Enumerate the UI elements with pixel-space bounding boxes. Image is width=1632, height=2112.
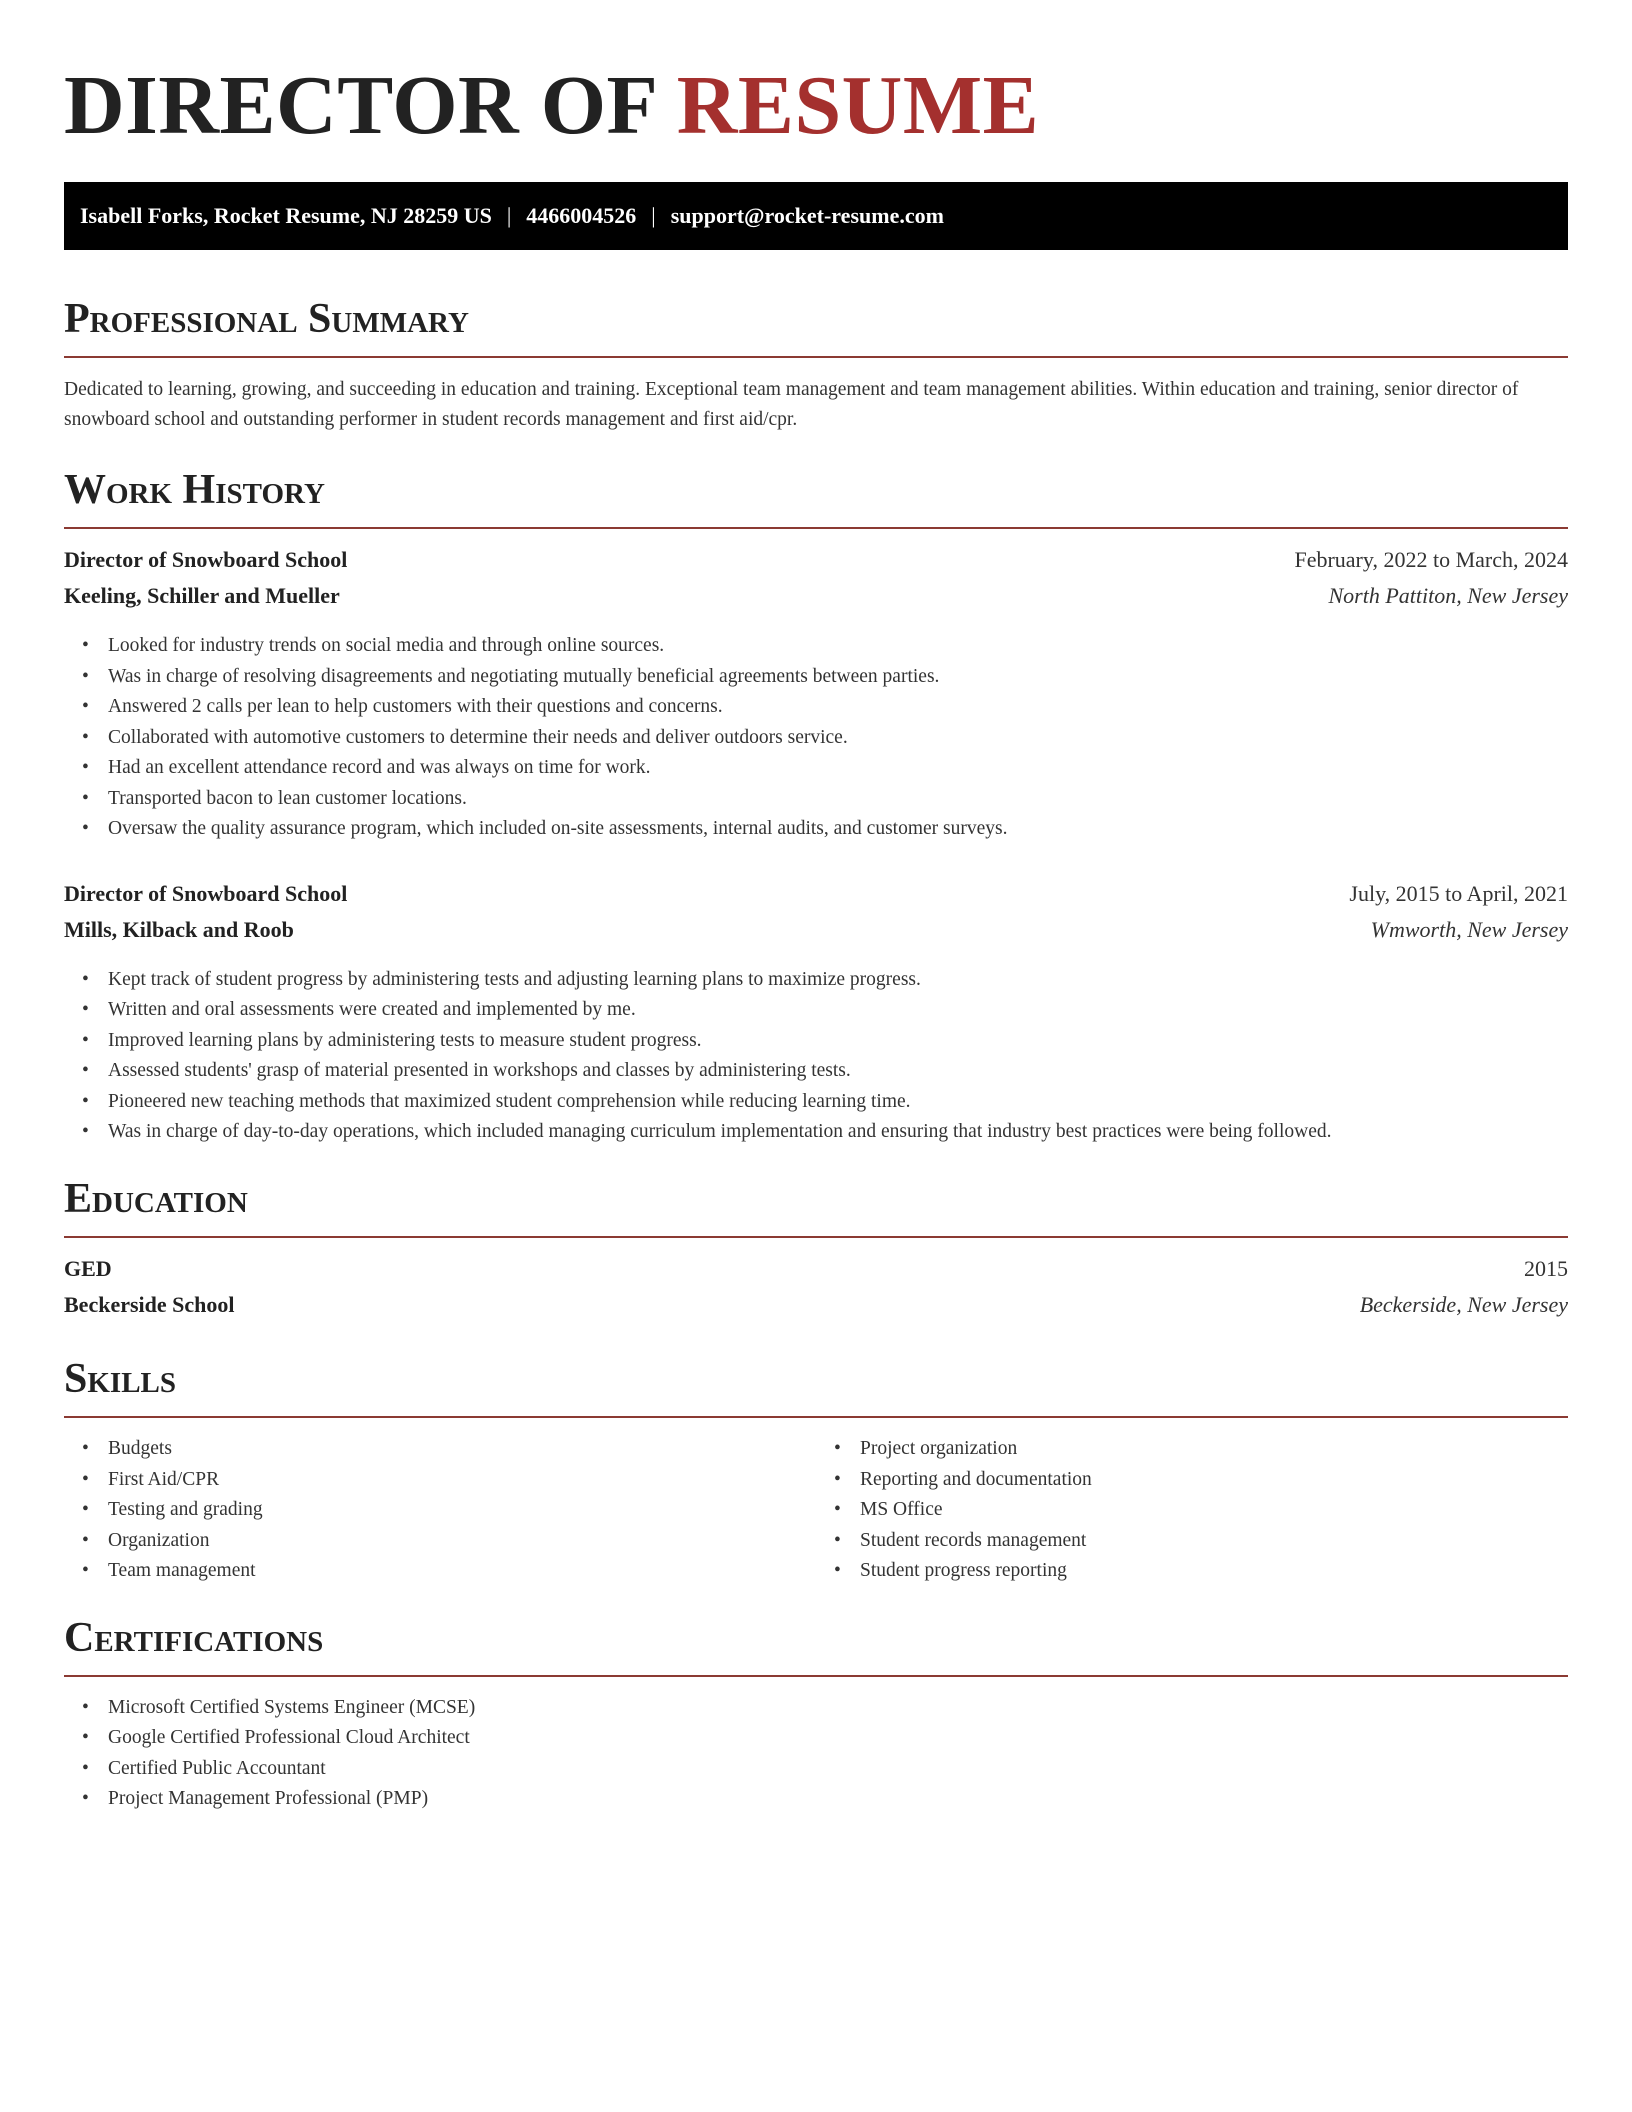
certification-item: • Project Management Professional (PMP) [108, 1784, 1568, 1815]
skill-item: • First Aid/CPR [108, 1465, 816, 1496]
job-bullet: • Looked for industry trends on social media and through online sources. [108, 631, 1568, 662]
job-bullets [64, 631, 1568, 845]
resume-title [64, 56, 1568, 157]
job-bullet: • Was in charge of day-to-day operations, which included managing curriculum implementation and ensuring that industry best practices were being followed. [108, 1117, 1568, 1148]
job-bullet: • Answered 2 calls per lean to help customers with their questions and concerns. [108, 692, 1568, 723]
title-main: DIRECTOR OF [64, 59, 656, 152]
job-bullet: • Oversaw the quality assurance program, which included on-site assessments, internal audits, and customer surveys. [108, 814, 1568, 845]
contact-phone: 4466004526 [526, 202, 637, 228]
skill-item: • Project organization [860, 1434, 1568, 1465]
certifications-heading: Certifications [64, 1615, 1568, 1677]
job-dates: February, 2022 to March, 2024 [1294, 547, 1568, 573]
education-heading: Education [64, 1176, 1568, 1238]
skill-item: • Student records management [860, 1526, 1568, 1557]
certifications-list [64, 1693, 1568, 1815]
skills-section [64, 1356, 1568, 1587]
job-company-row [64, 583, 1568, 619]
job-bullet: • Written and oral assessments were created and implemented by me. [108, 995, 1568, 1026]
job-header-row [64, 547, 1568, 583]
job-entry [64, 881, 1568, 1148]
certification-item: • Google Certified Professional Cloud Architect [108, 1723, 1568, 1754]
job-bullet: • Was in charge of resolving disagreements and negotiating mutually beneficial agreements between parties. [108, 662, 1568, 693]
skill-item: • Testing and grading [108, 1495, 816, 1526]
skills-list-left [64, 1434, 816, 1587]
certifications-section [64, 1615, 1568, 1815]
job-bullet: • Improved learning plans by administering tests to measure student progress. [108, 1026, 1568, 1057]
job-bullet: • Had an excellent attendance record and was always on time for work. [108, 753, 1568, 784]
job-bullet: • Assessed students' grasp of material presented in workshops and classes by administering tests. [108, 1056, 1568, 1087]
job-location: Wmworth, New Jersey [1370, 916, 1568, 942]
education-degree: GED [64, 1255, 112, 1281]
contact-email: support@rocket-resume.com [670, 202, 944, 228]
skills-grid [64, 1434, 1568, 1587]
job-title: Director of Snowboard School [64, 880, 348, 906]
summary-text: Dedicated to learning, growing, and succeeding in education and training. Exceptional team management and team management abilities. Within education and training, senior director of snowboard school and outstanding performer in student records management and first aid/cpr. [64, 378, 1519, 430]
job-company: Mills, Kilback and Roob [64, 916, 294, 942]
skill-item: • Student progress reporting [860, 1556, 1568, 1587]
job-bullet: • Pioneered new teaching methods that maximized student comprehension while reducing learning time. [108, 1087, 1568, 1118]
education-school-row [64, 1292, 1568, 1328]
job-company: Keeling, Schiller and Mueller [64, 583, 340, 609]
job-bullets [64, 965, 1568, 1148]
education-degree-row [64, 1256, 1568, 1292]
education-school: Beckerside School [64, 1291, 235, 1317]
job-title: Director of Snowboard School [64, 547, 348, 573]
skills-list-right [816, 1434, 1568, 1587]
job-entry [64, 547, 1568, 845]
skills-heading: Skills [64, 1356, 1568, 1418]
contact-bar [64, 182, 1568, 250]
contact-separator: | [506, 202, 512, 228]
work-history-heading: Work History [64, 467, 1568, 529]
certification-item: • Certified Public Accountant [108, 1754, 1568, 1785]
title-accent: RESUME [676, 59, 1040, 152]
skill-item: • Team management [108, 1556, 816, 1587]
job-location: North Pattiton, New Jersey [1328, 583, 1568, 609]
skill-item: • MS Office [860, 1495, 1568, 1526]
work-history-section [64, 467, 1568, 1148]
job-bullet: • Kept track of student progress by administering tests and adjusting learning plans to maximize progress. [108, 965, 1568, 996]
job-bullet: • Collaborated with automotive customers to determine their needs and deliver outdoors service. [108, 723, 1568, 754]
job-bullet: • Transported bacon to lean customer locations. [108, 784, 1568, 815]
certification-item: • Microsoft Certified Systems Engineer (MCSE) [108, 1693, 1568, 1724]
education-entry [64, 1256, 1568, 1328]
skill-item: • Organization [108, 1526, 816, 1557]
job-company-row [64, 917, 1568, 953]
summary-heading: Professional Summary [64, 296, 1568, 358]
skill-item: • Reporting and documentation [860, 1465, 1568, 1496]
education-location: Beckerside, New Jersey [1359, 1291, 1568, 1317]
contact-separator: | [651, 202, 656, 228]
summary-section [64, 296, 1568, 435]
education-year: 2015 [1524, 1255, 1568, 1281]
skill-item: • Budgets [108, 1434, 816, 1465]
job-dates: July, 2015 to April, 2021 [1349, 880, 1568, 906]
education-section [64, 1176, 1568, 1328]
contact-address: Isabell Forks, Rocket Resume, NJ 28259 US [80, 202, 492, 228]
job-header-row [64, 881, 1568, 917]
